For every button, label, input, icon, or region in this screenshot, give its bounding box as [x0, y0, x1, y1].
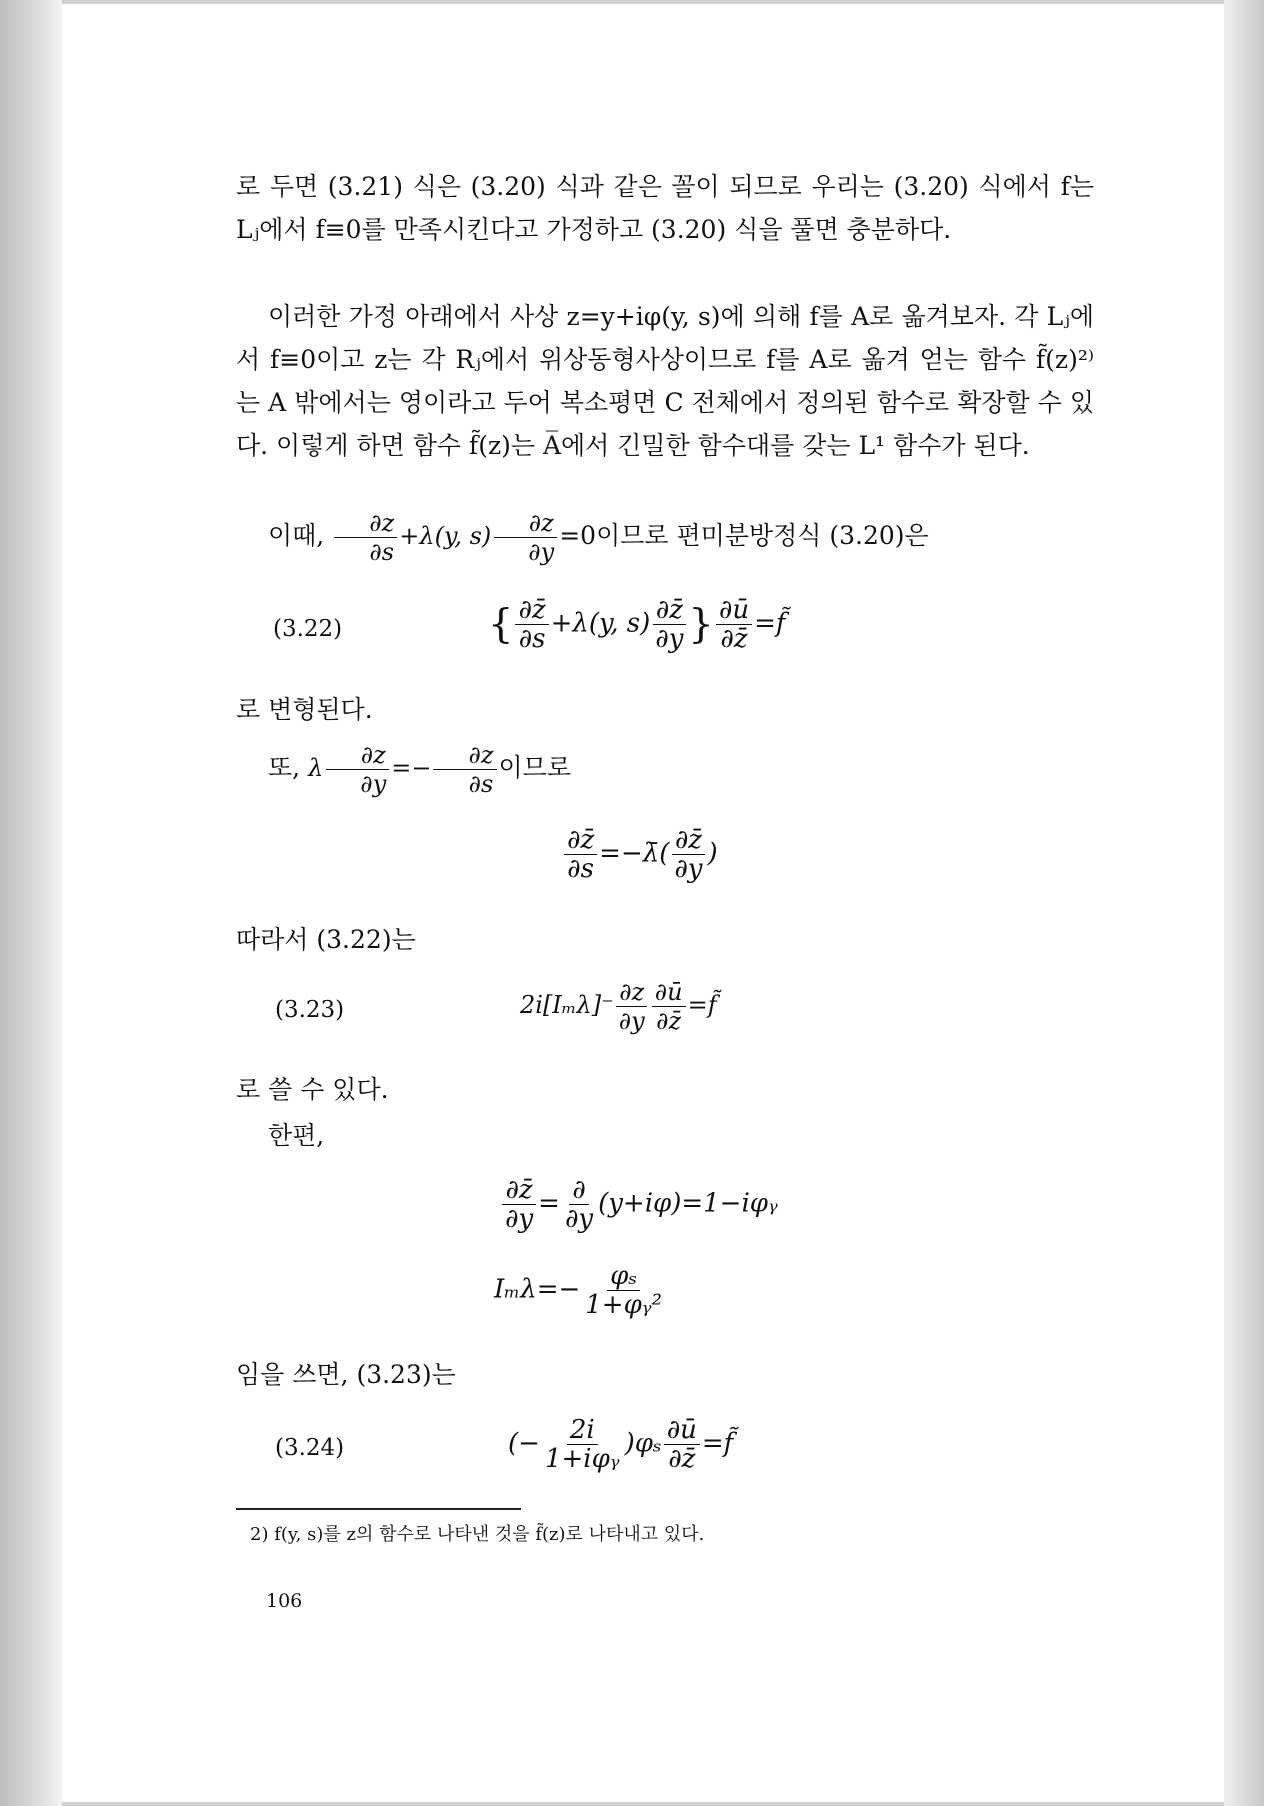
equation-label-3-23: (3.23): [275, 997, 345, 1023]
paragraph-6: [236, 918, 1094, 961]
paragraph-3-pre: 이때,: [268, 521, 325, 550]
paragraph-8-text: 한편,: [268, 1121, 325, 1150]
equation-3-23: 2i[Iₘλ]⁻ $\frac{\partial z}{\partial y}$ $\frac{\partial ū}{\partial z̄}$ =f̃: [520, 978, 717, 1035]
paragraph-9-text: 임을 쓰면, (3.23)는: [236, 1360, 456, 1389]
paragraph-7-text: 로 쓸 수 있다.: [236, 1075, 389, 1104]
paragraph-6-text: 따라서 (3.22)는: [236, 925, 416, 954]
page-edge-bottom: [62, 1802, 1224, 1806]
paragraph-2: [236, 295, 1094, 467]
footnote-text: 2) f(y, s)를 z의 함수로 나타낸 것을 f̃(z)로 나타내고 있다.: [250, 1524, 705, 1545]
equation-zbar-s: $\frac{\partial z̄}{\partial s}$ =−λ̄( $\frac{\partial z̄}{\partial y}$ ): [562, 826, 718, 883]
paragraph-5-pre: 또,: [268, 753, 301, 782]
inline-equation-2: λ $\frac{\partial z}{\partial y}$ =− $\frac{\partial z}{\partial s}$: [308, 754, 498, 782]
equation-im-lambda: Iₘλ=− $\frac{\text{φₛ}}{\text{1+φᵧ²}}$: [494, 1261, 663, 1320]
paragraph-4-text: 로 변형된다.: [236, 695, 373, 724]
paragraph-3: [236, 508, 1094, 566]
equation-3-24: (− $\frac{2i}{\text{1+iφᵧ}}$ )φₛ $\frac{\partial ū}{\partial z̄}$ =f̃: [508, 1415, 734, 1474]
page-number: 106: [266, 1590, 303, 1612]
paragraph-4: [236, 688, 1094, 731]
equation-label-3-22: (3.22): [273, 616, 343, 642]
paragraph-5-post: 이므로: [498, 753, 571, 782]
page-edge-right: [1224, 0, 1264, 1806]
inline-equation-1: $\frac{\partial z}{\partial s}$ +λ(y, s) $\frac{\partial z}{\partial y}$: [332, 522, 559, 550]
equation-label-3-24: (3.24): [275, 1435, 345, 1461]
paragraph-1-text: 로 두면 (3.21) 식은 (3.20) 식과 같은 꼴이 되므로 우리는 (3.20) 식에서 f는 Lⱼ에서 f≡0를 만족시킨다고 가정하고 (3.20) 식을 풀면 충분하다.: [236, 172, 1094, 244]
footnote-rule: [236, 1508, 521, 1510]
paragraph-7: [236, 1068, 1094, 1111]
page-edge-left: [0, 0, 62, 1806]
paragraph-5: [236, 740, 1094, 798]
paragraph-8: [236, 1114, 1094, 1157]
equation-zbar-y: $\frac{\partial z̄}{\partial y}$ = $\frac{\partial}{\partial y}$ (y+iφ)=1−iφᵧ: [500, 1176, 778, 1233]
paragraph-1: [236, 165, 1094, 251]
equation-3-22: { $\frac{\partial z̄}{\partial s}$ +λ(y, s) $\frac{\partial z̄}{\partial y}$ } $\frac{\partial ū}{\partial z̄}$ =f̃: [488, 595, 786, 654]
paragraph-9: [236, 1353, 1094, 1396]
paragraph-2-text: 이러한 가정 아래에서 사상 z=y+iφ(y, s)에 의해 f를 A로 옮겨보자. 각 Lⱼ에서 f≡0이고 z는 각 Rⱼ에서 위상동형사상이므로 f를 A로 옮겨 얻는 함수 f̃(z)²⁾는 A 밖에서는 영이라고 두어 복소평면 C 전체에서 정의된 함수로 확장할 수 있다. 이렇게 하면 함수 f̃(z)는 A̅에서 긴밀한 함수대를 갖는 L¹ 함수가 된다.: [236, 302, 1094, 460]
paragraph-3-post: =0이므로 편미분방정식 (3.20)은: [559, 521, 929, 550]
